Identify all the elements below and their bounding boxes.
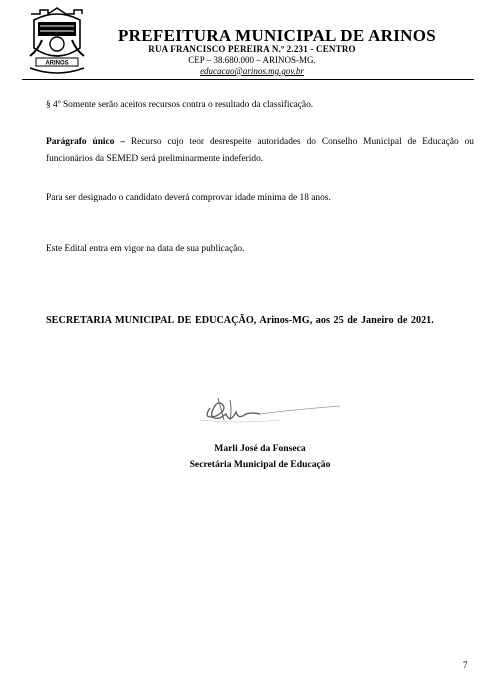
paragraph-validity: Este Edital entra em vigor na data de sua publicação. — [46, 244, 245, 254]
paragraph-unique — [46, 134, 474, 168]
municipality-title: PREFEITURA MUNICIPAL DE ARINOS — [118, 26, 437, 45]
address-line: RUA FRANCISCO PEREIRA N.º 2.231 - CENTRO — [148, 44, 356, 54]
handwritten-signature-icon — [180, 390, 345, 432]
signatory-name: Marli José da Fonseca — [214, 443, 306, 454]
letterhead — [22, 4, 492, 80]
paragraph-unique-text: Recurso cujo teor desrespeite autoridades do Conselho Municipal de Educação ou funcionários da SEMED será preliminarmente indeferido. — [46, 137, 474, 164]
dateline: SECRETARIA MUNICIPAL DE EDUCAÇÃO, Arinos-MG, aos 25 de Janeiro de 2021. — [46, 315, 434, 326]
email-link[interactable]: educacao@arinos.mg.gov.br — [200, 66, 304, 76]
paragraph-unique-heading: Parágrafo único – — [46, 137, 125, 147]
page-number: 7 — [463, 660, 468, 670]
paragraph-age: Para ser designado o candidato deverá comprovar idade mínima de 18 anos. — [46, 193, 331, 203]
paragraph-appeals: § 4º Somente serão aceitos recursos contra o resultado da classificação. — [46, 100, 314, 110]
header-divider — [22, 79, 474, 80]
signatory-role: Secretária Municipal de Educação — [189, 459, 331, 470]
crest-label: ARINOS — [45, 60, 69, 67]
cep-line: CEP – 38.680.000 – ARINOS-MG. — [188, 55, 316, 65]
